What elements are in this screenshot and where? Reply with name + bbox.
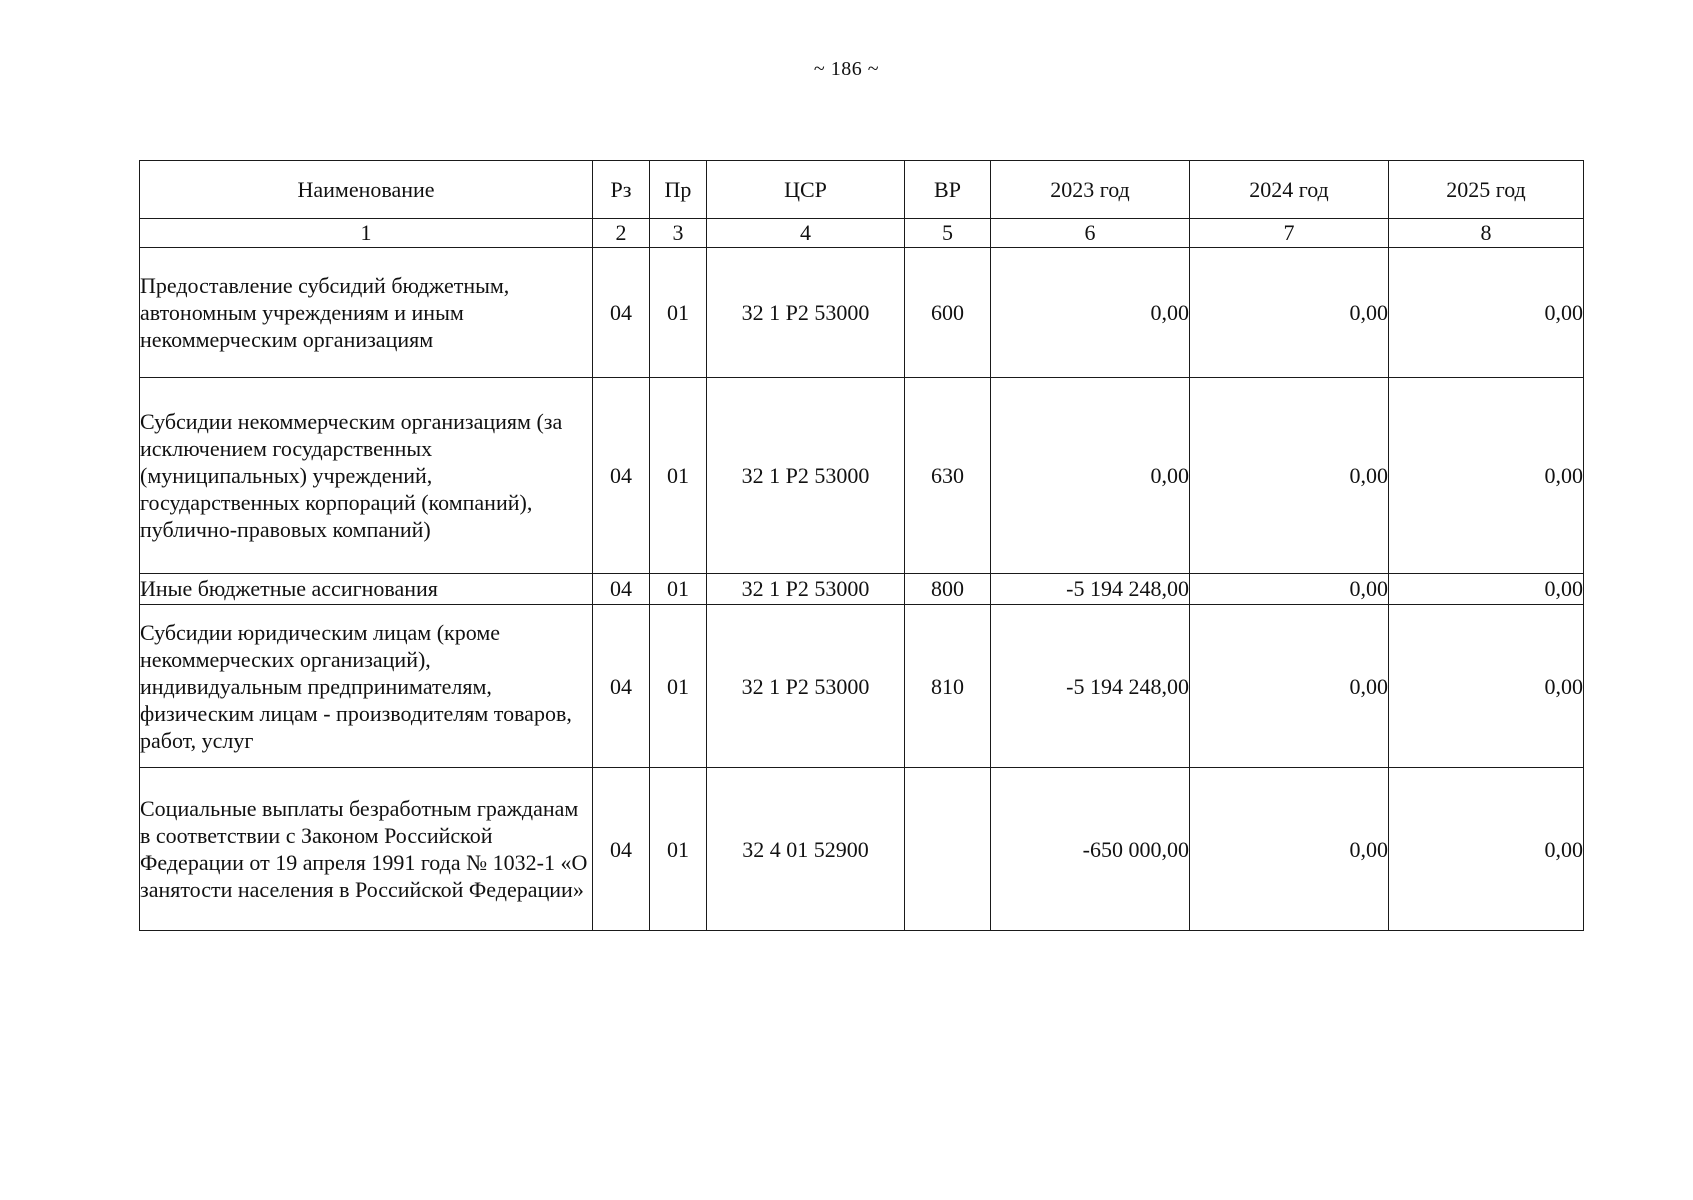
column-number: 2	[593, 219, 650, 248]
row-rz: 04	[593, 378, 650, 574]
row-amount-2024: 0,00	[1190, 768, 1389, 931]
row-amount-2023: -650 000,00	[991, 768, 1190, 931]
row-amount-2025: 0,00	[1389, 248, 1584, 378]
header-2023: 2023 год	[991, 161, 1190, 219]
row-csr: 32 4 01 52900	[707, 768, 905, 931]
header-name: Наименование	[140, 161, 593, 219]
budget-table	[139, 160, 1584, 931]
row-csr: 32 1 Р2 53000	[707, 605, 905, 768]
row-csr: 32 1 Р2 53000	[707, 574, 905, 605]
header-2025: 2025 год	[1389, 161, 1584, 219]
row-vr	[905, 768, 991, 931]
row-csr: 32 1 Р2 53000	[707, 378, 905, 574]
header-rz: Рз	[593, 161, 650, 219]
header-csr: ЦСР	[707, 161, 905, 219]
column-number: 8	[1389, 219, 1584, 248]
row-rz: 04	[593, 605, 650, 768]
column-number: 5	[905, 219, 991, 248]
row-vr: 630	[905, 378, 991, 574]
row-amount-2025: 0,00	[1389, 574, 1584, 605]
row-amount-2023: -5 194 248,00	[991, 574, 1190, 605]
row-vr: 600	[905, 248, 991, 378]
row-name: Социальные выплаты безработным гражданам в соответствии с Законом Российской Федерации от 19 апреля 1991 года № 1032-1 «О занятости населения в Российской Федерации»	[140, 768, 593, 931]
table-row	[140, 248, 1584, 378]
row-amount-2025: 0,00	[1389, 768, 1584, 931]
row-rz: 04	[593, 768, 650, 931]
page-number: ~ 186 ~	[813, 58, 880, 80]
row-pr: 01	[650, 605, 707, 768]
row-name: Субсидии некоммерческим организациям (за исключением государственных (муниципальных) учреждений, государственных корпораций (компаний), публично-правовых компаний)	[140, 378, 593, 574]
row-name: Субсидии юридическим лицам (кроме некоммерческих организаций), индивидуальным предпринимателям, физическим лицам - производителям товаров, работ, услуг	[140, 605, 593, 768]
header-row	[140, 161, 1584, 219]
row-amount-2023: -5 194 248,00	[991, 605, 1190, 768]
column-number: 1	[140, 219, 593, 248]
row-pr: 01	[650, 768, 707, 931]
row-amount-2024: 0,00	[1190, 574, 1389, 605]
row-amount-2023: 0,00	[991, 248, 1190, 378]
row-amount-2024: 0,00	[1190, 378, 1389, 574]
header-vr: ВР	[905, 161, 991, 219]
table-row	[140, 605, 1584, 768]
row-vr: 810	[905, 605, 991, 768]
column-number: 3	[650, 219, 707, 248]
table-row	[140, 574, 1584, 605]
row-pr: 01	[650, 378, 707, 574]
column-number: 4	[707, 219, 905, 248]
row-csr: 32 1 Р2 53000	[707, 248, 905, 378]
table-row	[140, 768, 1584, 931]
row-pr: 01	[650, 574, 707, 605]
header-2024: 2024 год	[1190, 161, 1389, 219]
column-number: 6	[991, 219, 1190, 248]
row-rz: 04	[593, 574, 650, 605]
row-amount-2024: 0,00	[1190, 248, 1389, 378]
column-number-row	[140, 219, 1584, 248]
row-name: Иные бюджетные ассигнования	[140, 574, 593, 605]
row-amount-2025: 0,00	[1389, 378, 1584, 574]
table-row	[140, 378, 1584, 574]
row-amount-2023: 0,00	[991, 378, 1190, 574]
column-number: 7	[1190, 219, 1389, 248]
row-vr: 800	[905, 574, 991, 605]
row-amount-2024: 0,00	[1190, 605, 1389, 768]
header-pr: Пр	[650, 161, 707, 219]
row-amount-2025: 0,00	[1389, 605, 1584, 768]
row-pr: 01	[650, 248, 707, 378]
row-rz: 04	[593, 248, 650, 378]
row-name: Предоставление субсидий бюджетным, автономным учреждениям и иным некоммерческим организациям	[140, 248, 593, 378]
